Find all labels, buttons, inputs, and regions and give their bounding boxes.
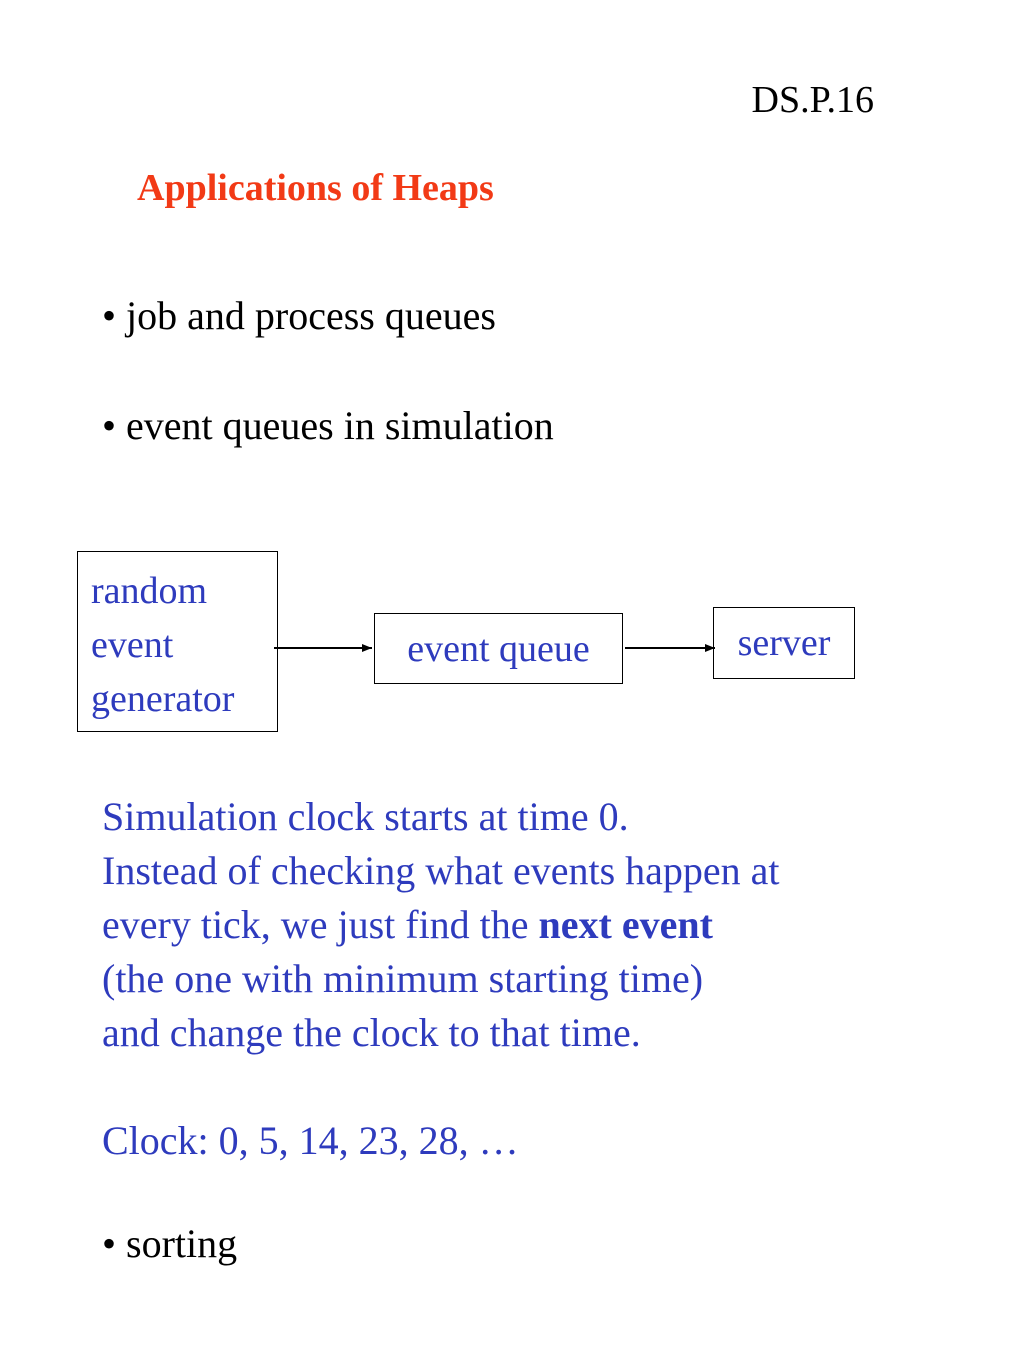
explanation-line-1: Simulation clock starts at time 0. [102, 794, 629, 839]
next-event-emphasis: next event [538, 902, 713, 947]
explanation-line-3 [102, 898, 780, 952]
server-label: server [737, 622, 831, 664]
generator-label-line-1: random [91, 570, 208, 612]
bullet-event-queues: • event queues in simulation [102, 403, 554, 448]
generator-label-line-3: generator [91, 678, 235, 720]
bullet-job-process-queues: • job and process queues [102, 293, 496, 338]
generator-label-line-2: event [91, 624, 174, 666]
explanation-line-2: Instead of checking what events happen at [102, 848, 780, 893]
slide-code: DS.P.16 [751, 79, 874, 121]
explanation-line-4: (the one with minimum starting time) [102, 956, 704, 1001]
bullet-sorting: • sorting [102, 1221, 238, 1266]
page-title: Applications of Heaps [137, 167, 494, 209]
explanation-paragraph [102, 790, 780, 1060]
explanation-line-5: and change the clock to that time. [102, 1010, 641, 1055]
clock-sequence: Clock: 0, 5, 14, 23, 28, … [102, 1118, 519, 1163]
event-queue-label: event queue [407, 628, 590, 670]
explanation-line-3-text: every tick, we just find the [102, 902, 539, 947]
